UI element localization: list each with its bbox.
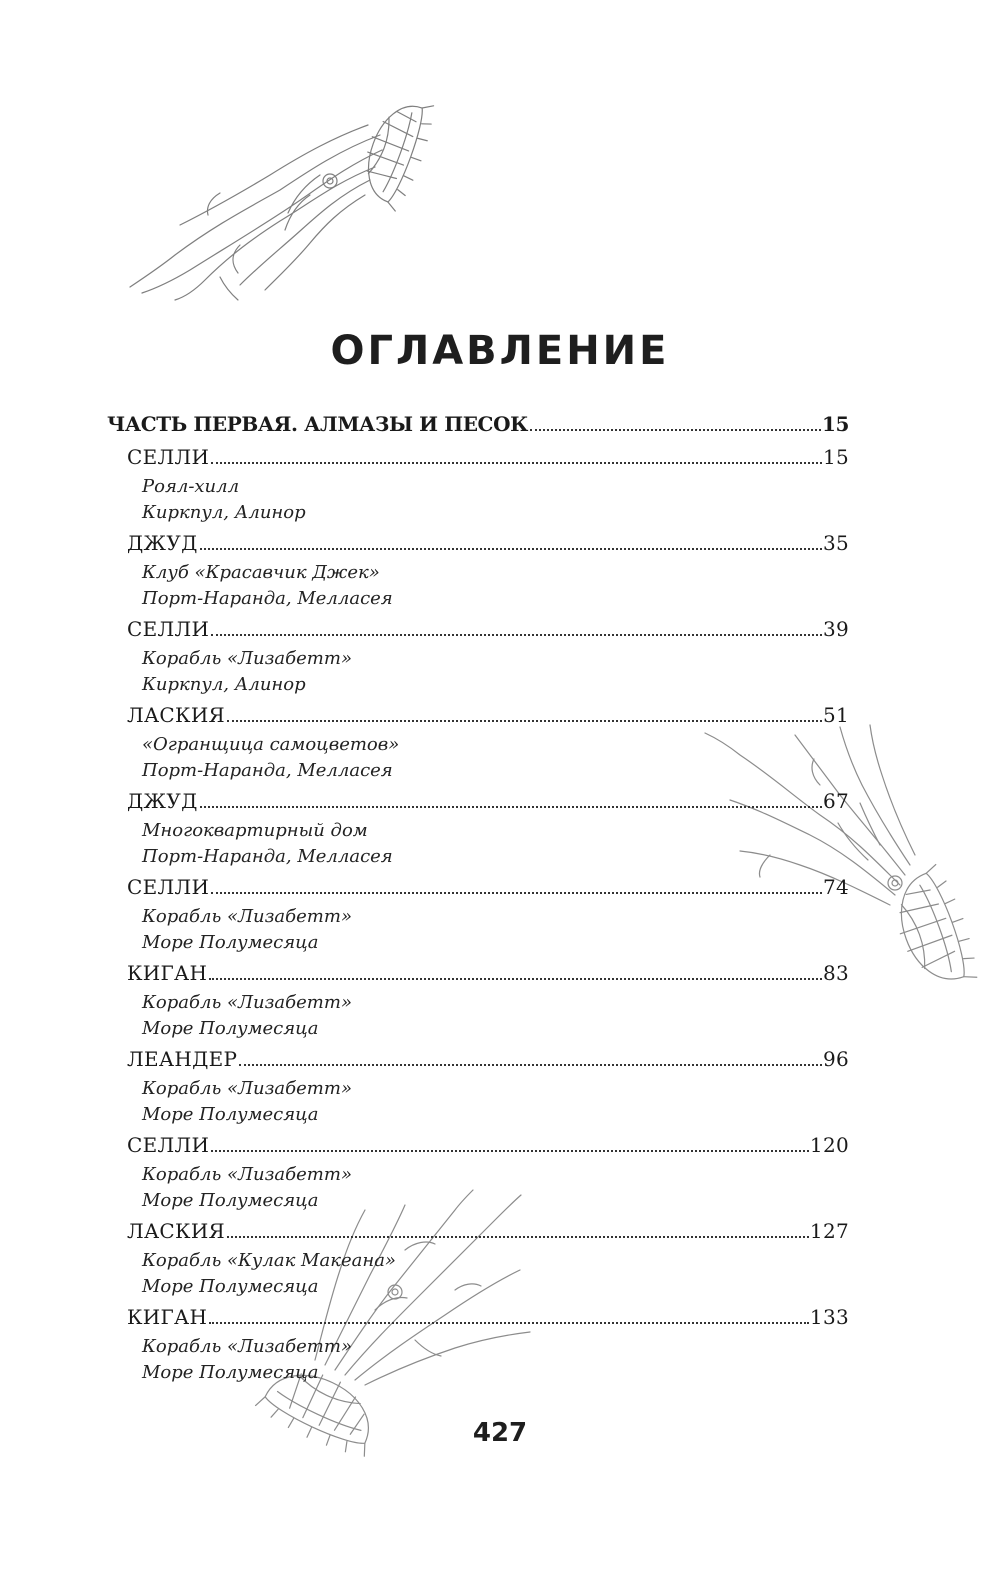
chapter-line[interactable] [107,1133,849,1162]
part-title: ЧАСТЬ ПЕРВАЯ. АЛМАЗЫ И ПЕСОК [107,412,528,436]
chapter-place: Корабль «Лизабетт» [142,1164,352,1185]
chapter-title: СЕЛЛИ [127,445,210,469]
chapter-place: Корабль «Лизабетт» [142,992,352,1013]
chapter-title: ЛАСКИЯ [127,703,226,727]
chapter-region: Порт-Наранда, Мелласея [142,846,393,867]
chapter-line[interactable] [107,703,849,732]
dot-leader [211,892,822,894]
chapter-region: Киркпул, Алинор [142,502,306,523]
chapter-place: Корабль «Кулак Макеана» [142,1250,396,1271]
toc-entry[interactable] [107,875,849,961]
chapter-page-number: 51 [822,703,849,727]
chapter-region: Море Полумесяца [142,1018,319,1039]
chapter-title: КИГАН [127,961,208,985]
toc-entry[interactable] [107,703,849,789]
toc-entry[interactable] [107,1047,849,1133]
chapter-line[interactable] [107,1305,849,1334]
chapter-place: «Огранщица самоцветов» [142,734,400,755]
jellyfish-icon [120,95,450,305]
chapter-region: Киркпул, Алинор [142,674,306,695]
toc-part[interactable] [107,412,849,445]
chapter-page-number: 74 [822,875,849,899]
chapter-title: КИГАН [127,1305,208,1329]
chapter-place: Корабль «Лизабетт» [142,1078,352,1099]
chapter-line[interactable] [107,789,849,818]
chapter-line[interactable] [107,1047,849,1076]
toc-entry[interactable] [107,789,849,875]
chapter-place: Корабль «Лизабетт» [142,1336,352,1357]
chapter-line[interactable] [107,961,849,990]
toc-entry[interactable] [107,445,849,531]
part-page-number: 15 [821,412,849,436]
chapter-region: Море Полумесяца [142,1276,319,1297]
chapter-page-number: 96 [822,1047,849,1071]
chapter-region: Море Полумесяца [142,932,319,953]
toc-entry[interactable] [107,1305,849,1391]
jellyfish-illustration-top [120,95,450,305]
chapter-line[interactable] [107,617,849,646]
chapter-title: ДЖУД [127,531,198,555]
chapter-title: СЕЛЛИ [127,617,210,641]
chapter-title: ЛЕАНДЕР [127,1047,238,1071]
chapter-place: Многоквартирный дом [142,820,368,841]
toc-entry[interactable] [107,531,849,617]
dot-leader [211,1150,809,1152]
chapter-line[interactable] [107,445,849,474]
dot-leader [530,429,821,431]
toc-entry[interactable] [107,961,849,1047]
chapter-page-number: 120 [809,1133,849,1157]
chapter-place: Корабль «Лизабетт» [142,906,352,927]
chapter-region: Море Полумесяца [142,1104,319,1125]
chapter-title: СЕЛЛИ [127,875,210,899]
chapter-title: ДЖУД [127,789,198,813]
chapter-page-number: 39 [822,617,849,641]
chapter-region: Море Полумесяца [142,1362,319,1383]
toc-entry[interactable] [107,1133,849,1219]
dot-leader [200,806,822,808]
toc-entry[interactable] [107,617,849,703]
chapter-line[interactable] [107,531,849,560]
toc-entry[interactable] [107,1219,849,1305]
dot-leader [209,978,822,980]
dot-leader [200,548,822,550]
chapter-place: Клуб «Красавчик Джек» [142,562,380,583]
chapter-page-number: 15 [822,445,849,469]
dot-leader [239,1064,822,1066]
dot-leader [211,634,822,636]
chapter-region: Порт-Наранда, Мелласея [142,588,393,609]
chapter-page-number: 127 [809,1219,849,1243]
chapter-page-number: 83 [822,961,849,985]
page-title: ОГЛАВЛЕНИЕ [330,328,670,374]
table-of-contents [107,412,849,1391]
chapter-title: ЛАСКИЯ [127,1219,226,1243]
chapter-title: СЕЛЛИ [127,1133,210,1157]
dot-leader [227,720,822,722]
chapter-region: Море Полумесяца [142,1190,319,1211]
chapter-page-number: 67 [822,789,849,813]
chapter-region: Порт-Наранда, Мелласея [142,760,393,781]
dot-leader [227,1236,809,1238]
chapter-place: Роял-хилл [142,476,240,497]
toc-entries [107,445,849,1391]
chapter-page-number: 35 [822,531,849,555]
chapter-page-number: 133 [809,1305,849,1329]
chapter-place: Корабль «Лизабетт» [142,648,352,669]
chapter-line[interactable] [107,1219,849,1248]
chapter-line[interactable] [107,875,849,904]
page-number: 427 [472,1418,528,1448]
dot-leader [211,462,822,464]
dot-leader [209,1322,809,1324]
